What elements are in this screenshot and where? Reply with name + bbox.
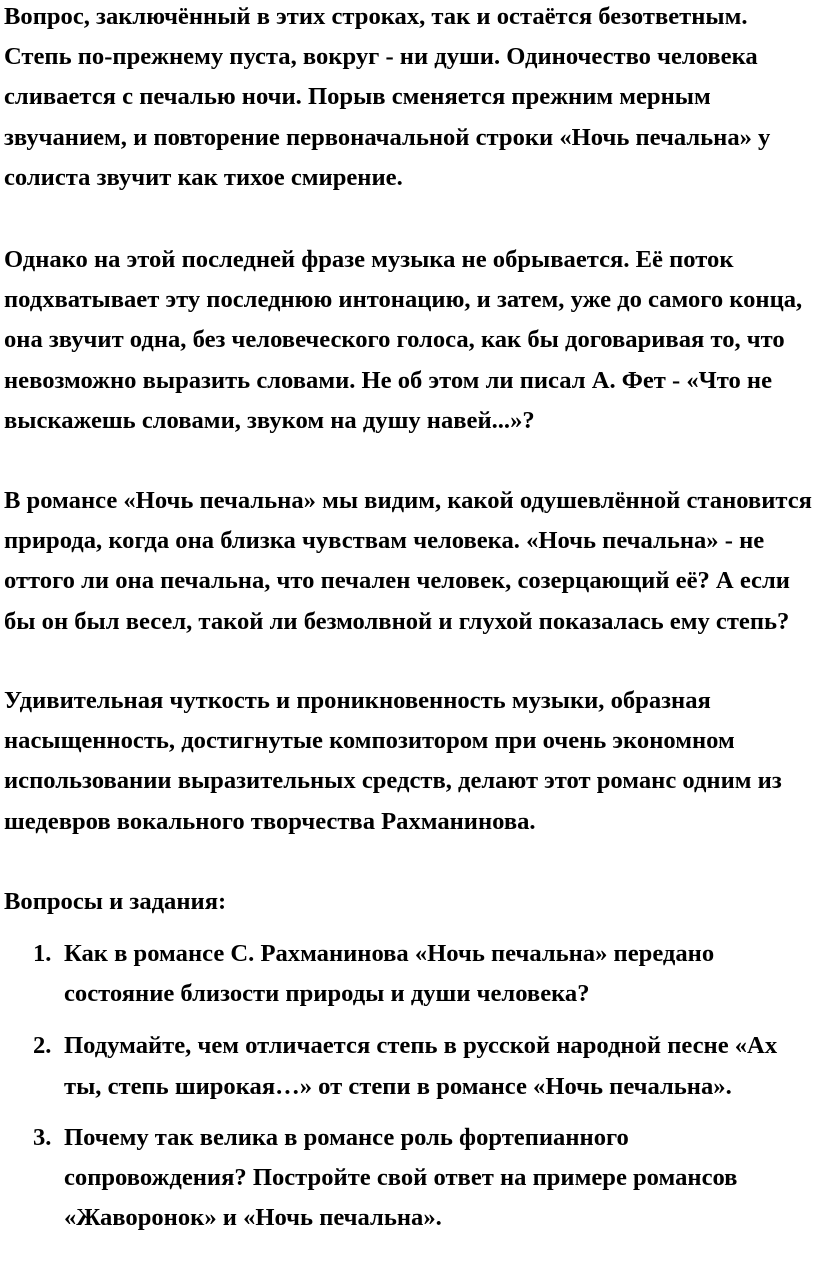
paragraph-2: Однако на этой последней фразе музыка не обрывается. Её поток подхватывает эту последнюю интонацию, и затем, уже до самого конца, она звучит одна, без человеческого голоса, как бы договаривая то, что невозможно выразить словами. Не об этом ли писал А. Фет - «Что не выскажешь словами, звуком на душу навей...»? — [4, 246, 803, 434]
questions-heading: Вопросы и задания: — [4, 888, 227, 915]
question-item — [0, 1118, 816, 1239]
paragraph-3: В романсе «Ночь печальна» мы видим, какой одушевлённой становится природа, когда она близка чувствам человека. «Ночь печальна» - не оттого ли она печальна, что печален человек, созерцающий её? А если бы он был весел, такой ли безмолвной и глухой показалась ему степь? — [4, 487, 812, 635]
question-text: Почему так велика в романсе роль фортепианного сопровождения? Постройте свой ответ на примере романсов «Жаворонок» и «Ночь печальна». — [64, 1123, 738, 1232]
question-text: Как в романсе С. Рахманинова «Ночь печальна» передано состояние близости природы и души человека? — [64, 940, 715, 1008]
question-number: 3. — [33, 1123, 52, 1151]
paragraph-1: Вопрос, заключённый в этих строках, так и остаётся безответным. Степь по-прежнему пуста, вокруг - ни души. Одиночество человека сливается с печалью ночи. Порыв сменяется прежним мерным звучанием, и повторение первоначальной строки «Ночь печальна» у солиста звучит как тихое смирение. — [4, 3, 771, 191]
paragraph-4: Удивительная чуткость и проникновенность музыки, образная насыщенность, достигнутые композитором при очень экономном использовании выразительных средств, делают этот романс одним из шедевров вокального творчества Рахманинова. — [4, 687, 782, 835]
question-item — [0, 934, 816, 1014]
question-text: Подумайте, чем отличается степь в русской народной песне «Ах ты, степь широкая…» от степи в романсе «Ночь печальна». — [64, 1032, 778, 1100]
question-number: 2. — [33, 1032, 52, 1060]
question-number: 1. — [33, 940, 52, 967]
questions-list — [0, 934, 816, 1238]
question-item — [0, 1026, 816, 1106]
